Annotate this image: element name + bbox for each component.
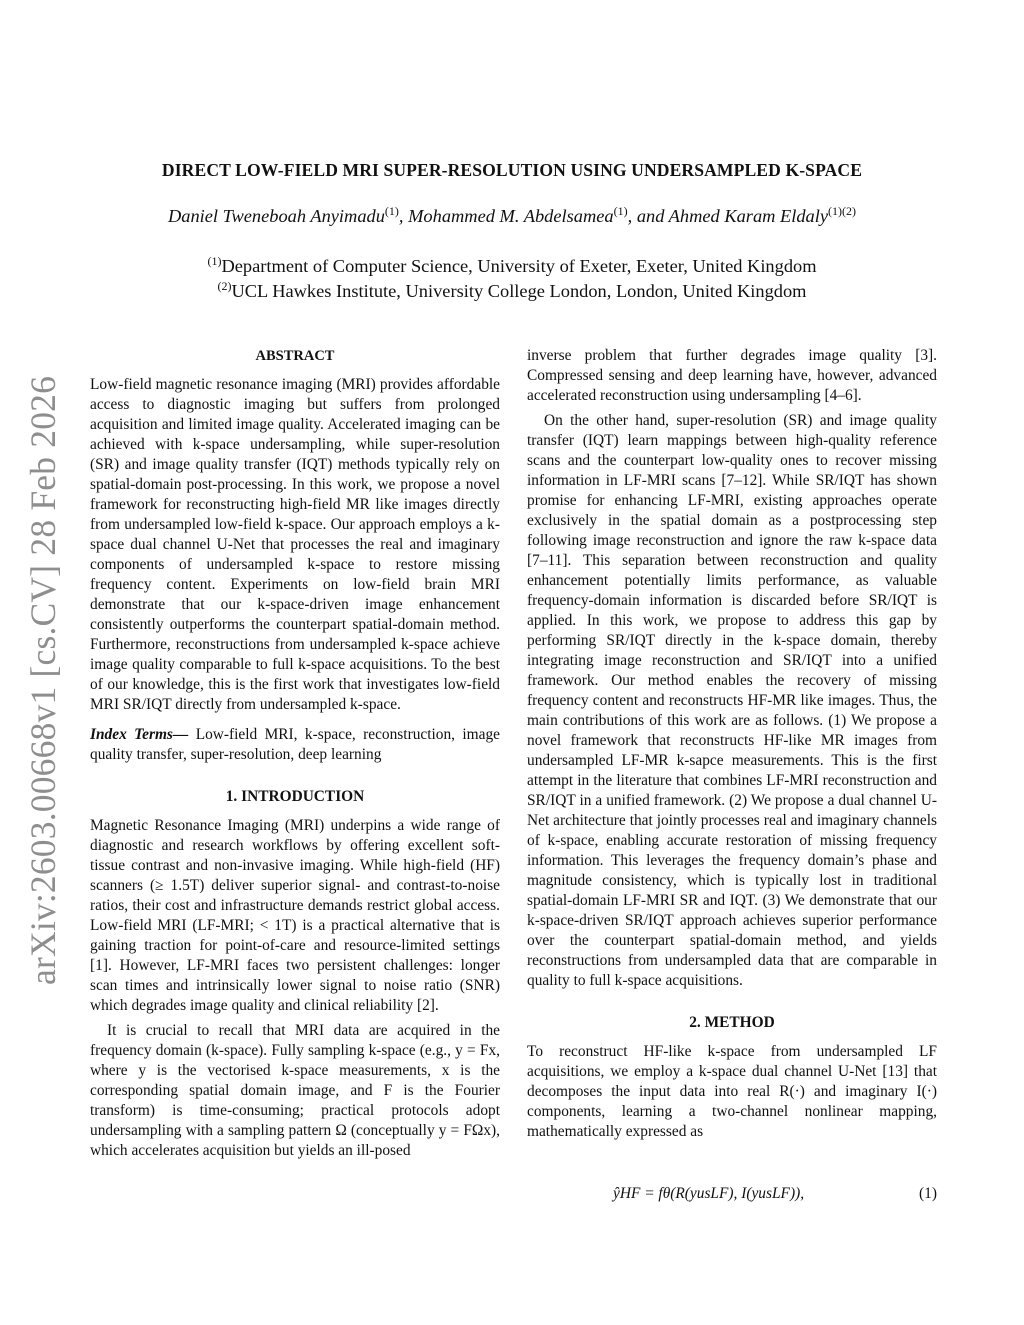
affiliation-1-text: Department of Computer Science, University of Exeter, Exeter, United Kingdom [221,256,817,276]
author-3: and Ahmed Karam Eldaly [636,206,829,226]
author-2-affil: (1) [613,204,628,218]
intro-paragraph-1: Magnetic Resonance Imaging (MRI) underpins a wide range of diagnostic and research workflows by offering excellent soft-tissue contrast and non-invasive imaging. While high-field (HF) scanners (≥ 1.5T) deliver superior signal- and contrast-to-noise ratios, their cost and infrastructure demands restrict global access. Low-field MRI (LF-MRI; < 1T) is a practical alternative that is gaining traction for point-of-care and resource-limited settings [1]. However, LF-MRI faces two persistent challenges: longer scan times and intrinsically lower signal to noise ratio (SNR) which degrades image quality and clinical reliability [2]. [90,817,500,1014]
abstract-body: Low-field magnetic resonance imaging (MRI) provides affordable access to diagnostic imaging but suffers from prolonged acquisition and limited image quality. Accelerated imaging can be achieved with k-space undersampling, while super-resolution (SR) and image quality transfer (IQT) methods typically rely on spatial-domain post-processing. In this work, we propose a novel framework for reconstructing high-field MR like images directly from undersampled low-field k-space. Our approach employs a k-space dual channel U-Net that processes the real and imaginary components of undersampled k-space to restore missing frequency content. Experiments on low-field brain MRI demonstrate that our k-space-driven image enhancement consistently outperforms the counterpart spatial-domain method. Furthermore, reconstructions from undersampled k-space achieve image quality comparable to full k-space acquisitions. To the best of our knowledge, this is the first work that investigates low-field MRI SR/IQT directly from undersampled k-space. [90,376,500,713]
affiliation-1-marker: (1) [207,254,222,268]
affiliation-2 [0,281,1024,302]
intro-paragraph-3: inverse problem that further degrades image quality [3]. Compressed sensing and deep learning have, however, advanced accelerated reconstruction using undersampling [4–6]. [527,347,937,404]
author-1: Daniel Tweneboah Anyimadu [167,206,385,226]
introduction-heading: 1. INTRODUCTION [225,788,365,805]
equation-1 [527,1185,937,1209]
right-column [527,346,937,1142]
author-list: Daniel Tweneboah Anyimadu$^{(1)}$, Mohammed M. Abdelsamea$^{(1)}$, and Ahmed Karam Eldaly$^{(1)(2)}$ [167,204,857,226]
intro-paragraph-2: It is crucial to recall that MRI data are acquired in the frequency domain (k-space). Fully sampling k-space (e.g., y = Fx, where y is the vectorised k-space measurements, x is the corresponding spatial domain image, and F is the Fourier transform) is time-consuming; practical protocols adopt undersampling with a sampling pattern Ω (conceptually y = FΩx), which accelerates acquisition but yields an ill-posed [90,1022,500,1159]
affiliation-1 [0,256,1024,277]
equation-1-number: (1) [919,1185,937,1202]
index-terms-label: Index Terms— [90,726,189,743]
intro-paragraph-4: On the other hand, super-resolution (SR) and image quality transfer (IQT) learn mappings between high-quality reference scans and the counterpart low-quality ones to recover missing information in LF-MRI scans [7–12]. While SR/IQT has shown promise for enhancing LF-MRI, existing approaches operate exclusively in the spatial domain as a postprocessing step following image reconstruction and ignore the raw k-space data [7–11]. This separation between reconstruction and quality enhancement potentially limits performance, as valuable frequency-domain information is discarded before SR/IQT is applied. In this work, we propose to address this gap by performing SR/IQT directly in the k-space domain, thereby integrating image reconstruction and SR/IQT into a unified framework. Our method enables the recovery of missing frequency content and reconstructs HF-MR like images. Thus, the main contributions of this work are as follows. (1) We propose a novel framework that reconstructs HF-like MR images from undersampled LF-MR k-sapce measurements. This is the first attempt in the literature that combines LF-MRI reconstruction and SR/IQT in a unified framework. (2) We propose a dual channel U-Net architecture that jointly processes real and imaginary channels of k-space, enabling accurate restoration of missing frequency information. This leverages the frequency domain’s phase and magnitude consistency, which is typically lost in traditional spatial-domain LF-MRI SR and IQT. (3) We demonstrate that our k-space-driven SR/IQT approach achieves superior performance over the counterpart spatial-domain method, and yields reconstructions from undersampled data that are comparable in quality to full k-space acquisitions. [527,412,937,989]
index-terms-text: Low-field MRI, k-space, reconstruction, image quality transfer, super-resolution, deep learning [90,726,500,763]
affiliation-2-marker: (2) [217,279,232,293]
paper-title: DIRECT LOW-FIELD MRI SUPER-RESOLUTION USING UNDERSAMPLED K-SPACE [161,160,863,180]
author-1-affil: (1) [384,204,399,218]
method-heading: 2. METHOD [689,1014,775,1031]
left-column [90,346,500,1161]
author-2: Mohammed M. Abdelsamea [408,206,614,226]
equation-1-formula: ŷHF = fθ(R(yusLF), I(yusLF)), [613,1185,805,1202]
arxiv-identifier-text: arXiv:2603.00668v1 [cs.CV] 28 Feb 2026 [23,375,63,985]
affiliation-2-text: UCL Hawkes Institute, University College London, London, United Kingdom [231,281,807,301]
author-3-affil: (1)(2) [828,204,857,218]
method-paragraph-1: To reconstruct HF-like k-space from undersampled LF acquisitions, we employ a k-space dual channel U-Net [13] that decomposes the input data into real R(·) and imaginary I(·) components, learning a two-channel nonlinear mapping, mathematically expressed as [527,1043,937,1140]
abstract-heading: ABSTRACT [255,348,335,364]
index-terms [90,725,500,765]
